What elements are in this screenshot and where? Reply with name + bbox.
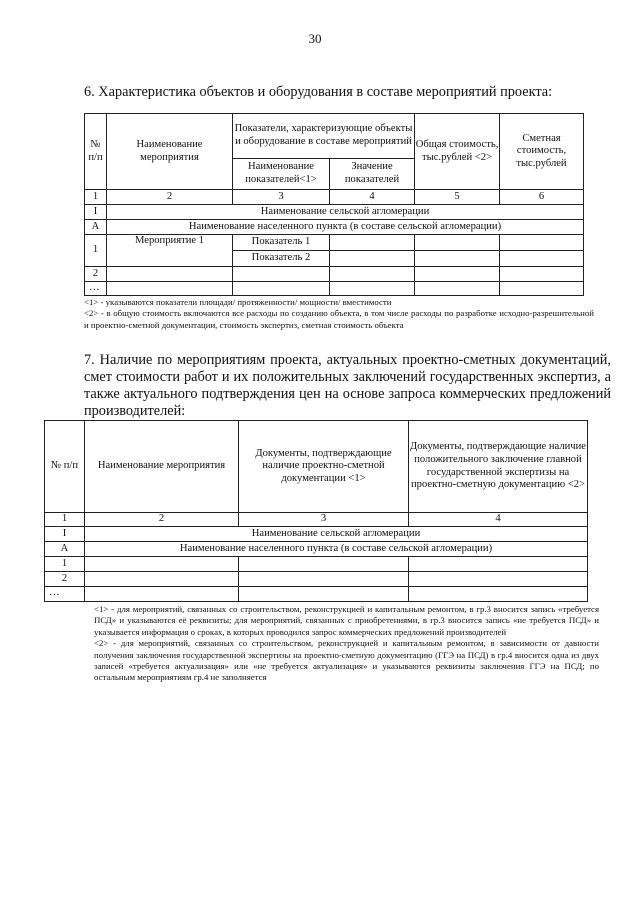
row-more: …: [85, 282, 107, 296]
cell: [330, 235, 415, 251]
col-number: 1: [45, 513, 85, 527]
footnote-2: <2> - в общую стоимость включаются все расходы по созданию объекта, в том числе расходы по разработке исходно-разрешительной и проектно-сметной документации, стоимость экспертиз, сметная стоимость объекта: [84, 308, 594, 330]
header-indicator-value: Значение показателей: [330, 159, 415, 190]
header-psd-docs: Документы, подтверждающие наличие проектно-сметной документации <1>: [239, 421, 409, 513]
col-number: 1: [85, 190, 107, 205]
col-number: 4: [409, 513, 588, 527]
settlement-row: Наименование населенного пункта (в составе сельской агломерации): [85, 542, 588, 557]
col-number: 4: [330, 190, 415, 205]
event-1-name: Мероприятие 1: [107, 235, 233, 267]
cell: [239, 587, 409, 602]
documentation-table: [44, 420, 588, 602]
section-7-heading: 7. Наличие по мероприятиям проекта, актуальных проектно-сметных документаций, смет стоимости работ и их положительных заключений государственных экспертиз, а также актуального подтверждения цен на основе запроса коммерческих предложений производителей:: [84, 352, 611, 419]
page-number: 30: [308, 31, 322, 46]
agglomeration-row: Наименование сельской агломерации: [85, 527, 588, 542]
header-indicator-name: Наименование показателей<1>: [233, 159, 330, 190]
indicator-1: Показатель 1: [233, 235, 330, 251]
cell: [233, 267, 330, 282]
cell: [500, 235, 584, 251]
header-event-name: Наименование мероприятия: [85, 421, 239, 513]
footnote-1: <1> - указываются показатели площади/ протяженности/ мощности/ вместимости: [84, 297, 392, 307]
table-7-footnotes: [84, 604, 599, 684]
header-estimate-cost: Сметная стоимость, тыс.рублей: [500, 114, 584, 190]
header-event-name: Наименование мероприятия: [107, 114, 233, 190]
cell: [330, 282, 415, 296]
footnote-2: <2> - для мероприятий, связанных со строительством, реконструкцией и капитальным ремонтом, в зависимости от давности получения заключения государственной экспертизы на проектно-сметную документацию (ГГЭ на ПСД) в гр.4 вносится одна из двух записей «требуется актуализация» или «не требуется актуализация» и указываются реквизиты заключения ГГЭ на ПСД; по остальным мероприятиям гр.4 не заполняется: [94, 638, 599, 683]
table-6-footnotes: [84, 297, 594, 331]
cell: [85, 572, 239, 587]
cell: [415, 282, 500, 296]
section-6-heading: 6. Характеристика объектов и оборудования в составе мероприятий проекта:: [84, 84, 553, 100]
row-label: А: [85, 220, 107, 235]
cell: [415, 267, 500, 282]
cell: [409, 587, 588, 602]
header-total-cost: Общая стоимость, тыс.рублей <2>: [415, 114, 500, 190]
row-number: 2: [85, 267, 107, 282]
cell: [500, 267, 584, 282]
cell: [330, 251, 415, 267]
cell: [415, 251, 500, 267]
row-label: А: [45, 542, 85, 557]
col-number: 2: [107, 190, 233, 205]
cell: [415, 235, 500, 251]
indicator-2: Показатель 2: [233, 251, 330, 267]
header-indicators: Показатели, характеризующие объекты и оборудование в составе мероприятий: [233, 114, 415, 159]
cell: [409, 572, 588, 587]
cell: [500, 251, 584, 267]
row-label: I: [45, 527, 85, 542]
row-number: 2: [45, 572, 85, 587]
col-number: 5: [415, 190, 500, 205]
header-expertise-docs: Документы, подтверждающие наличие положительного заключение главной государственной экспертизы на проектно-сметную документацию <2>: [409, 421, 588, 513]
col-number: 3: [233, 190, 330, 205]
cell: [409, 557, 588, 572]
objects-characteristics-table: [84, 113, 584, 296]
agglomeration-row: Наименование сельской агломерации: [107, 205, 584, 220]
row-number: 1: [45, 557, 85, 572]
col-number: 2: [85, 513, 239, 527]
cell: [239, 557, 409, 572]
cell: [107, 267, 233, 282]
col-number: 3: [239, 513, 409, 527]
row-number: 1: [85, 235, 107, 267]
cell: [239, 572, 409, 587]
row-more: …: [45, 587, 85, 602]
cell: [85, 557, 239, 572]
cell: [85, 587, 239, 602]
settlement-row: Наименование населенного пункта (в составе сельской агломерации): [107, 220, 584, 235]
cell: [233, 282, 330, 296]
cell: [107, 282, 233, 296]
header-num: № п/п: [85, 114, 107, 190]
header-num: № п/п: [45, 421, 85, 513]
col-number: 6: [500, 190, 584, 205]
cell: [500, 282, 584, 296]
footnote-1: <1> - для мероприятий, связанных со строительством, реконструкцией и капитальным ремонтом, в гр.3 вносится запись «требуется ПСД» и указываются её реквизиты; для мероприятий, связанных с приобретениями, в гр.3 вносится запись «не требуется ПСД» и указывается информация о сроках, в которых проводился запрос коммерческих предложений производителей: [94, 604, 599, 637]
row-label: I: [85, 205, 107, 220]
cell: [330, 267, 415, 282]
